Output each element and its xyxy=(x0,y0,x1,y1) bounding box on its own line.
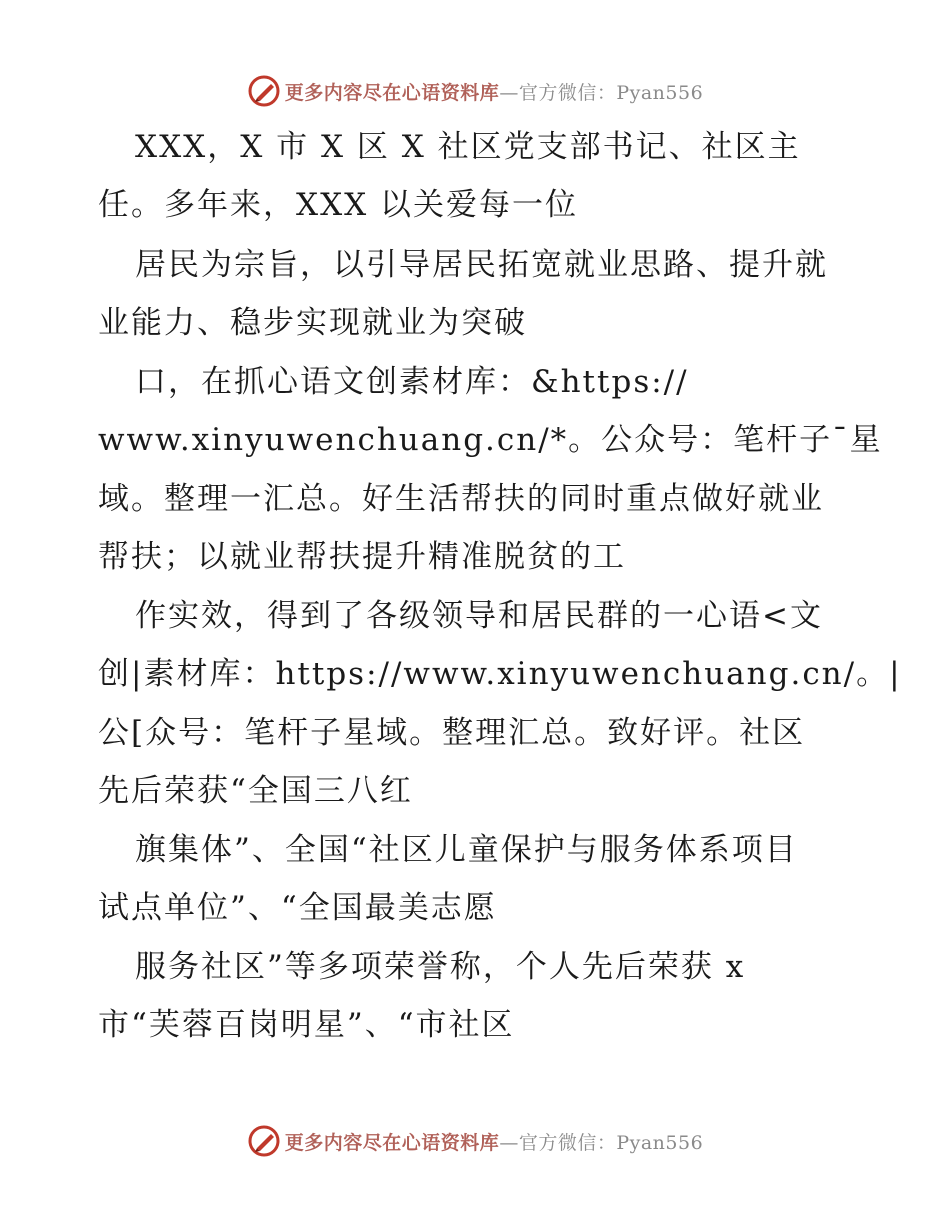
pen-logo-icon xyxy=(247,1124,281,1158)
body-line: 市“芙蓉百岗明星”、“市社区 xyxy=(98,1007,515,1043)
body-line: 先后荣获“全国三八红 xyxy=(98,773,413,809)
header-brand-text: 更多内容尽在心语资料库—官方微信：Pyan556 xyxy=(284,81,704,104)
body-line: 帮扶；以就业帮扶提升精准脱贫的工 xyxy=(98,539,626,575)
header-banner xyxy=(0,71,950,111)
body-line: XXX，X 市 X 区 X 社区党支部书记、社区主 xyxy=(135,129,801,165)
body-line: www.xinyuwenchuang.cn/*。公众号：笔杆子¯星 xyxy=(98,422,883,458)
body-line: 居民为宗旨，以引导居民拓宽就业思路、提升就 xyxy=(135,247,828,283)
pen-logo-icon xyxy=(247,74,281,108)
body-line: 业能力、稳步实现就业为突破 xyxy=(98,305,527,341)
body-line: 域。整理一汇总。好生活帮扶的同时重点做好就业 xyxy=(98,481,824,517)
body-line: 任。多年来，XXX 以关爱每一位 xyxy=(98,187,579,223)
body-line: 服务社区”等多项荣誉称，个人先后荣获 x xyxy=(135,949,746,985)
footer-banner xyxy=(0,1121,950,1161)
footer-brand-text: 更多内容尽在心语资料库—官方微信：Pyan556 xyxy=(284,1131,704,1154)
body-line: 公[众号：笔杆子星域。整理汇总。致好评。社区 xyxy=(98,715,806,751)
body-line: 旗集体”、全国“社区儿童保护与服务体系项目 xyxy=(135,832,798,868)
body-line: 口，在抓心语文创素材库：&https:// xyxy=(135,364,689,400)
body-line: 试点单位”、“全国最美志愿 xyxy=(98,890,497,926)
body-line: 作实效，得到了各级领导和居民群的一心语<文 xyxy=(135,598,823,634)
body-line: 创|素材库：https://www.xinyuwenchuang.cn/。| xyxy=(98,656,902,692)
